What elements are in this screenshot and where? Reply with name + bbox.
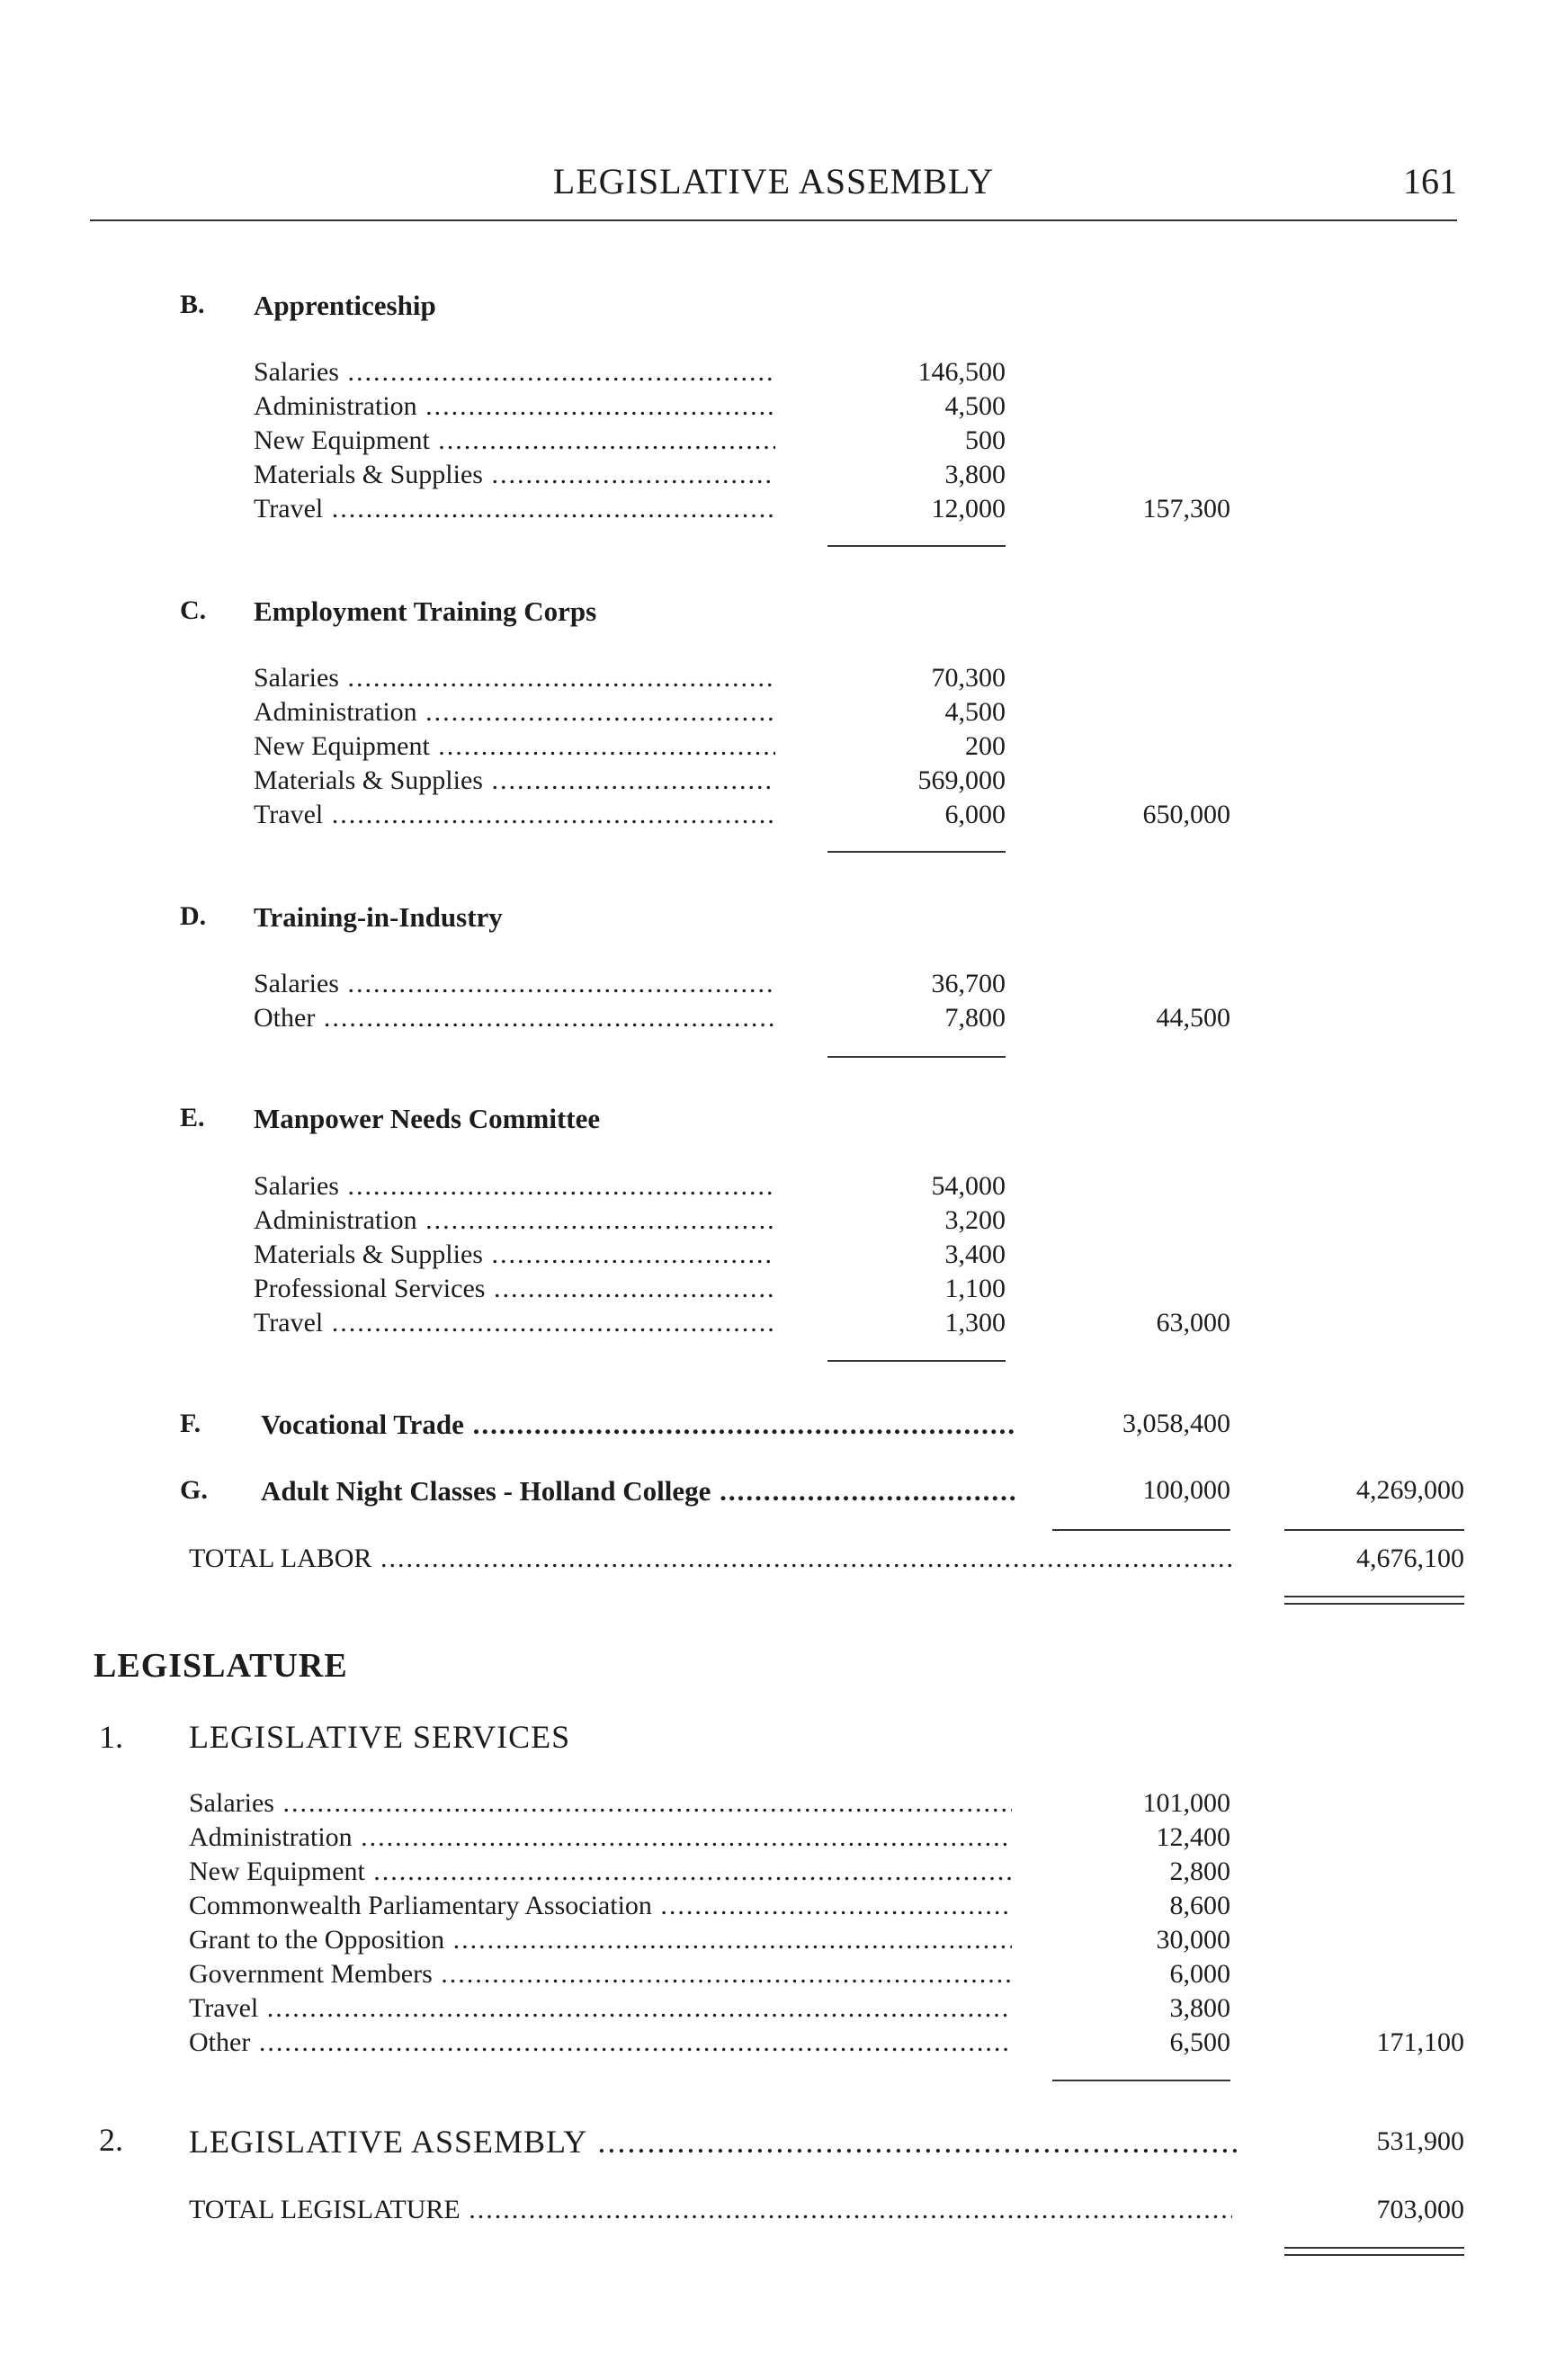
total-labor-line: TOTAL LABOR ..... 4,676,100 [189,1543,1464,1579]
group-total: 4,269,000 [1356,1475,1464,1505]
line-item: Administration ..... 4,500 [254,697,1006,733]
section-title: Apprenticeship [254,290,436,321]
section-letter: C. [180,595,207,625]
legislature-heading: LEGISLATURE [94,1647,348,1685]
line-item: Salaries ..... 101,000 [189,1788,1230,1824]
line-item: Salaries ..... 70,300 [254,663,1006,699]
section-title: Manpower Needs Committee [254,1103,601,1134]
line-item: Grant to the Opposition ..... 30,000 [189,1925,1230,1961]
line-item: Materials & Supplies ..... 3,400 [254,1239,1006,1275]
line-item: Travel ..... 3,800 [189,1993,1230,2029]
running-title: LEGISLATIVE ASSEMBLY [552,161,995,201]
section-title: Employment Training Corps [254,595,597,627]
sum-rule [827,545,1006,547]
services-total: 171,100 [1376,2027,1464,2057]
section-total: 44,500 [1156,1003,1230,1033]
line-item: Professional Services ..... 1,100 [254,1274,1006,1310]
section-letter: D. [180,901,207,931]
section-total: 650,000 [1142,800,1230,829]
line-item: Administration ..... 3,200 [254,1205,1006,1241]
line-item: New Equipment ..... 500 [254,425,1006,461]
line-item: Travel ..... 6,000 [254,800,1006,836]
line-item: Administration ..... 12,400 [189,1822,1230,1858]
sum-rule [1284,1529,1464,1531]
line-item: Administration ..... 4,500 [254,391,1006,427]
line-item: Other ..... 6,500 [189,2027,1230,2063]
double-rule [1284,1596,1464,1605]
section-title: Training-in-Industry [254,901,503,933]
legislative-assembly-line: LEGISLATIVE ASSEMBLY ..... 531,900 [189,2123,1464,2164]
sum-rule [827,1360,1006,1362]
legislative-services-heading: LEGISLATIVE SERVICES [189,1719,571,1755]
page-number: 161 [1403,161,1457,201]
section-total: 63,000 [1156,1308,1230,1338]
line-item: New Equipment ..... 2,800 [189,1857,1230,1892]
item-number: 1. [99,1719,123,1755]
double-rule [1284,2247,1464,2256]
line-item: Travel ..... 1,300 [254,1308,1006,1344]
line-item: Vocational Trade ..... 3,058,400 [261,1409,1230,1445]
total-legislature-line: TOTAL LEGISLATURE ..... 703,000 [189,2195,1464,2231]
section-letter: E. [180,1103,205,1132]
section-total: 157,300 [1142,494,1230,523]
line-item: Adult Night Classes - Holland College ..... 100,000 [261,1475,1230,1511]
line-item: Government Members ..... 6,000 [189,1959,1230,1995]
line-item: Salaries ..... 36,700 [254,969,1006,1005]
sum-rule [827,1056,1006,1058]
line-item: Materials & Supplies ..... 3,800 [254,460,1006,496]
line-item: Salaries ..... 146,500 [254,357,1006,393]
line-item: Travel ..... 12,000 [254,494,1006,530]
section-letter: G. [180,1475,208,1505]
section-letter: F. [180,1409,201,1438]
line-item: Salaries ..... 54,000 [254,1171,1006,1207]
line-item: Commonwealth Parliamentary Association ..... 8,600 [189,1891,1230,1927]
section-letter: B. [180,290,205,319]
line-item: Other ..... 7,800 [254,1003,1006,1039]
line-item: New Equipment ..... 200 [254,731,1006,767]
page-header [90,151,1457,223]
sum-rule [1052,2080,1230,2081]
line-item: Materials & Supplies ..... 569,000 [254,765,1006,801]
sum-rule [827,851,1006,853]
item-number: 2. [99,2122,123,2158]
header-rule [90,219,1457,221]
sum-rule [1052,1529,1230,1531]
